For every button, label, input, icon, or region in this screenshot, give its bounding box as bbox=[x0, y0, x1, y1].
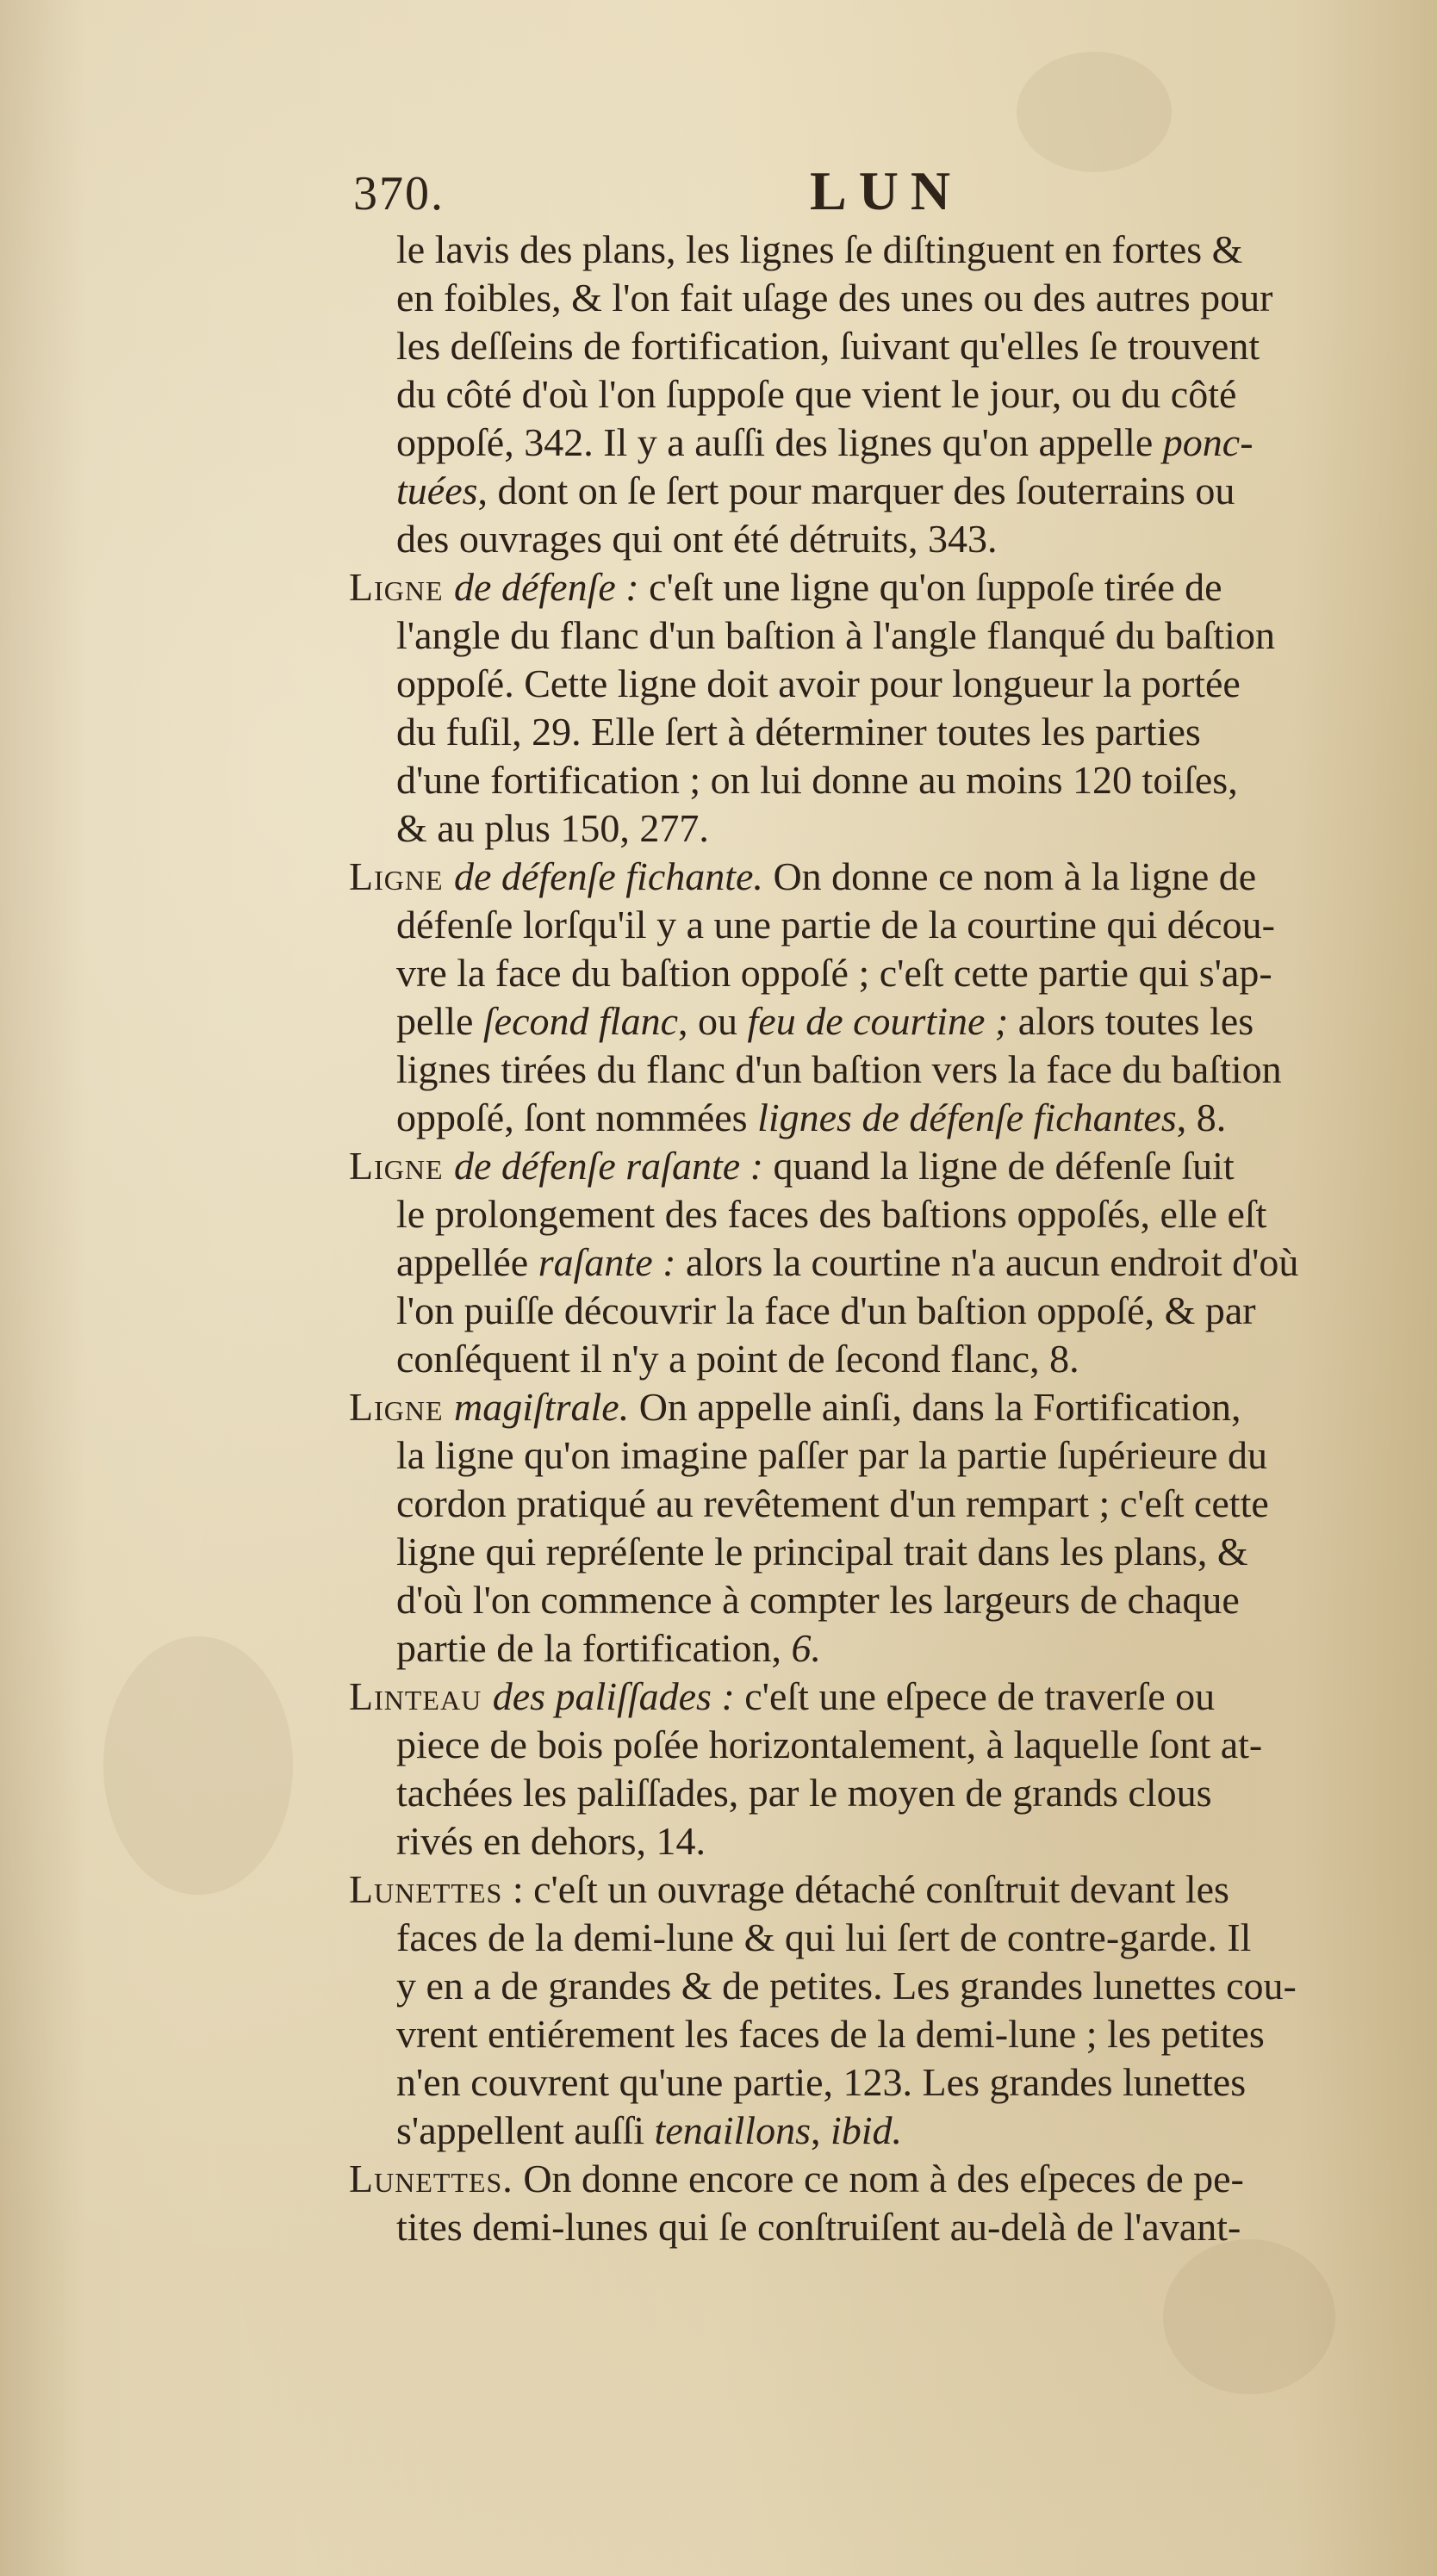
text-segment: oppoſé, ſont nommées bbox=[396, 1096, 758, 1139]
text-segment: On donne ce nom à la ligne de bbox=[762, 854, 1257, 898]
text-line bbox=[349, 660, 1417, 708]
dictionary-entry bbox=[349, 1383, 1417, 1673]
entry-headword: Linteau bbox=[349, 1674, 493, 1718]
text-line bbox=[349, 1865, 1417, 1914]
text-segment: tites demi-lunes qui ſe conſtruiſent au-delà de l'avant- bbox=[396, 2205, 1241, 2249]
text-line bbox=[349, 2107, 1417, 2155]
text-line bbox=[349, 2010, 1417, 2058]
text-segment: c'eſt une eſpece de traverſe ou bbox=[734, 1674, 1216, 1718]
text-line bbox=[349, 1817, 1417, 1865]
text-segment: la ligne qu'on imagine paſſer par la partie ſupérieure du bbox=[396, 1433, 1267, 1477]
text-segment: feu de courtine ; bbox=[747, 999, 1009, 1043]
text-segment: en foibles, & l'on fait uſage des unes ou des autres pour bbox=[396, 276, 1273, 320]
text-segment: les deſſeins de fortification, ſuivant qu'elles ſe trouvent bbox=[396, 324, 1260, 368]
text-segment: c'eſt une ligne qu'on ſuppoſe tirée de bbox=[638, 565, 1222, 609]
entry-headword: Ligne bbox=[349, 1385, 455, 1429]
text-segment: : c'eſt un ouvrage détaché conſtruit devant les bbox=[502, 1867, 1229, 1911]
text-segment: partie de la fortification, bbox=[396, 1626, 792, 1670]
text-segment: oppoſé, 342. Il y a auſſi des lignes qu'on appelle bbox=[396, 420, 1163, 464]
text-segment: magiſtrale. bbox=[454, 1385, 630, 1429]
text-segment: lignes tirées du flanc d'un baſtion vers la face du baſtion bbox=[396, 1047, 1282, 1091]
text-line bbox=[349, 1046, 1417, 1094]
text-segment: On donne encore ce nom à des eſpeces de pe- bbox=[513, 2157, 1244, 2200]
text-segment: ſecond flanc bbox=[482, 999, 678, 1043]
text-segment: rivés en dehors, 14. bbox=[396, 1819, 706, 1863]
text-line bbox=[349, 467, 1417, 515]
text-segment: alors la courtine n'a aucun endroit d'où bbox=[675, 1240, 1299, 1284]
text-line bbox=[349, 949, 1417, 997]
text-line bbox=[349, 1914, 1417, 1962]
text-line bbox=[349, 1142, 1417, 1190]
text-segment: de défenſe fichante. bbox=[454, 854, 763, 898]
text-segment: , 8. bbox=[1176, 1096, 1227, 1139]
text-segment: ibid. bbox=[830, 2108, 903, 2152]
text-segment: le lavis des plans, les lignes ſe diſtinguent en fortes & bbox=[396, 227, 1243, 271]
text-segment: On appelle ainſi, dans la Fortification, bbox=[629, 1385, 1241, 1429]
text-segment: 6. bbox=[791, 1626, 822, 1670]
text-segment: tenaillons bbox=[654, 2108, 811, 2152]
text-line bbox=[349, 804, 1417, 853]
running-head: LUN bbox=[810, 160, 963, 221]
page-header bbox=[353, 159, 1413, 228]
entry-headword: Ligne bbox=[349, 1144, 455, 1188]
text-segment: l'angle du flanc d'un baſtion à l'angle flanqué du baſtion bbox=[396, 613, 1275, 657]
text-segment: cordon pratiqué au revêtement d'un rempart ; c'eſt cette bbox=[396, 1481, 1269, 1525]
entry-headword: Ligne bbox=[349, 565, 455, 609]
text-line bbox=[349, 1383, 1417, 1431]
text-segment: alors toutes les bbox=[1008, 999, 1254, 1043]
text-segment: d'une fortification ; on lui donne au moins 120 toiſes, bbox=[396, 758, 1238, 802]
text-line bbox=[349, 997, 1417, 1046]
entry-headword: Lunettes bbox=[349, 1867, 503, 1911]
text-line bbox=[349, 1769, 1417, 1817]
text-segment: piece de bois poſée horizontalement, à laquelle ſont at- bbox=[396, 1723, 1263, 1766]
text-line bbox=[349, 708, 1417, 756]
text-segment: s'appellent auſſi bbox=[396, 2108, 655, 2152]
text-segment: appellée bbox=[396, 1240, 538, 1284]
text-line bbox=[349, 515, 1417, 563]
text-line bbox=[349, 2155, 1417, 2203]
dictionary-entry bbox=[349, 1865, 1417, 2155]
entry-headword: Lunettes. bbox=[349, 2157, 513, 2200]
text-line bbox=[349, 1576, 1417, 1624]
paper-stain bbox=[1163, 2239, 1335, 2394]
text-line bbox=[349, 226, 1417, 274]
text-line bbox=[349, 901, 1417, 949]
page-number: 370. bbox=[353, 167, 445, 220]
text-line bbox=[349, 563, 1417, 611]
text-segment: défenſe lorſqu'il y a une partie de la courtine qui décou- bbox=[396, 903, 1275, 947]
text-line bbox=[349, 1673, 1417, 1721]
dictionary-entry bbox=[349, 2155, 1417, 2251]
text-line bbox=[349, 1962, 1417, 2010]
entry-headword: Ligne bbox=[349, 854, 455, 898]
text-line bbox=[349, 2203, 1417, 2251]
dictionary-entry bbox=[349, 1142, 1417, 1383]
text-segment: du fuſil, 29. Elle ſert à déterminer toutes les parties bbox=[396, 710, 1201, 754]
text-line bbox=[349, 1335, 1417, 1383]
text-segment: tuées bbox=[396, 469, 478, 512]
text-segment: quand la ligne de défenſe ſuit bbox=[762, 1144, 1235, 1188]
text-line bbox=[349, 611, 1417, 660]
dictionary-entries bbox=[349, 226, 1417, 2251]
text-line bbox=[349, 370, 1417, 419]
text-segment: vrent entiérement les faces de la demi-lune ; les petites bbox=[396, 2012, 1265, 2056]
text-segment: raſante : bbox=[538, 1240, 676, 1284]
text-line bbox=[349, 1528, 1417, 1576]
text-line bbox=[349, 2058, 1417, 2107]
text-line bbox=[349, 1190, 1417, 1238]
text-segment: oppoſé. Cette ligne doit avoir pour longueur la portée bbox=[396, 661, 1241, 705]
dictionary-entry bbox=[349, 853, 1417, 1142]
text-line bbox=[349, 756, 1417, 804]
text-line bbox=[349, 1431, 1417, 1480]
text-line bbox=[349, 853, 1417, 901]
text-segment: ligne qui repréſente le principal trait dans les plans, & bbox=[396, 1530, 1248, 1574]
text-segment: faces de la demi-lune & qui lui ſert de contre-garde. Il bbox=[396, 1915, 1252, 1959]
text-line bbox=[349, 419, 1417, 467]
dictionary-entry bbox=[349, 226, 1417, 563]
text-line bbox=[349, 322, 1417, 370]
text-segment: y en a de grandes & de petites. Les grandes lunettes cou- bbox=[396, 1964, 1297, 2008]
text-segment: & au plus 150, 277. bbox=[396, 806, 709, 850]
text-segment: lignes de défenſe fichantes bbox=[757, 1096, 1177, 1139]
text-segment: le prolongement des faces des baſtions oppoſés, elle eſt bbox=[396, 1192, 1267, 1236]
text-segment: du côté d'où l'on ſuppoſe que vient le jour, ou du côté bbox=[396, 372, 1237, 416]
dictionary-entry bbox=[349, 563, 1417, 853]
text-segment: , dont on ſe ſert pour marquer des ſouterrains ou bbox=[477, 469, 1235, 512]
paper-stain bbox=[103, 1636, 293, 1895]
text-segment: de défenſe raſante : bbox=[454, 1144, 763, 1188]
text-line bbox=[349, 1094, 1417, 1142]
paper-stain bbox=[1017, 52, 1172, 172]
text-line bbox=[349, 274, 1417, 322]
text-segment: , ou bbox=[678, 999, 748, 1043]
text-segment: , bbox=[811, 2108, 830, 2152]
text-segment: n'en couvrent qu'une partie, 123. Les grandes lunettes bbox=[396, 2060, 1247, 2104]
text-segment: pelle bbox=[396, 999, 483, 1043]
text-segment: vre la face du baſtion oppoſé ; c'eſt cette partie qui s'ap- bbox=[396, 951, 1272, 995]
text-segment: des paliſſades : bbox=[492, 1674, 735, 1718]
text-segment: tachées les paliſſades, par le moyen de grands clous bbox=[396, 1771, 1212, 1815]
dictionary-entry bbox=[349, 1673, 1417, 1865]
text-line bbox=[349, 1624, 1417, 1673]
text-segment: conſéquent il n'y a point de ſecond flanc, 8. bbox=[396, 1337, 1079, 1381]
text-line bbox=[349, 1287, 1417, 1335]
text-segment: d'où l'on commence à compter les largeurs de chaque bbox=[396, 1578, 1240, 1622]
text-segment: ponc- bbox=[1162, 420, 1253, 464]
text-line bbox=[349, 1721, 1417, 1769]
text-segment: de défenſe : bbox=[454, 565, 639, 609]
text-line bbox=[349, 1480, 1417, 1528]
text-line bbox=[349, 1238, 1417, 1287]
text-segment: l'on puiſſe découvrir la face d'un baſtion oppoſé, & par bbox=[396, 1288, 1256, 1332]
text-segment: des ouvrages qui ont été détruits, 343. bbox=[396, 517, 998, 561]
